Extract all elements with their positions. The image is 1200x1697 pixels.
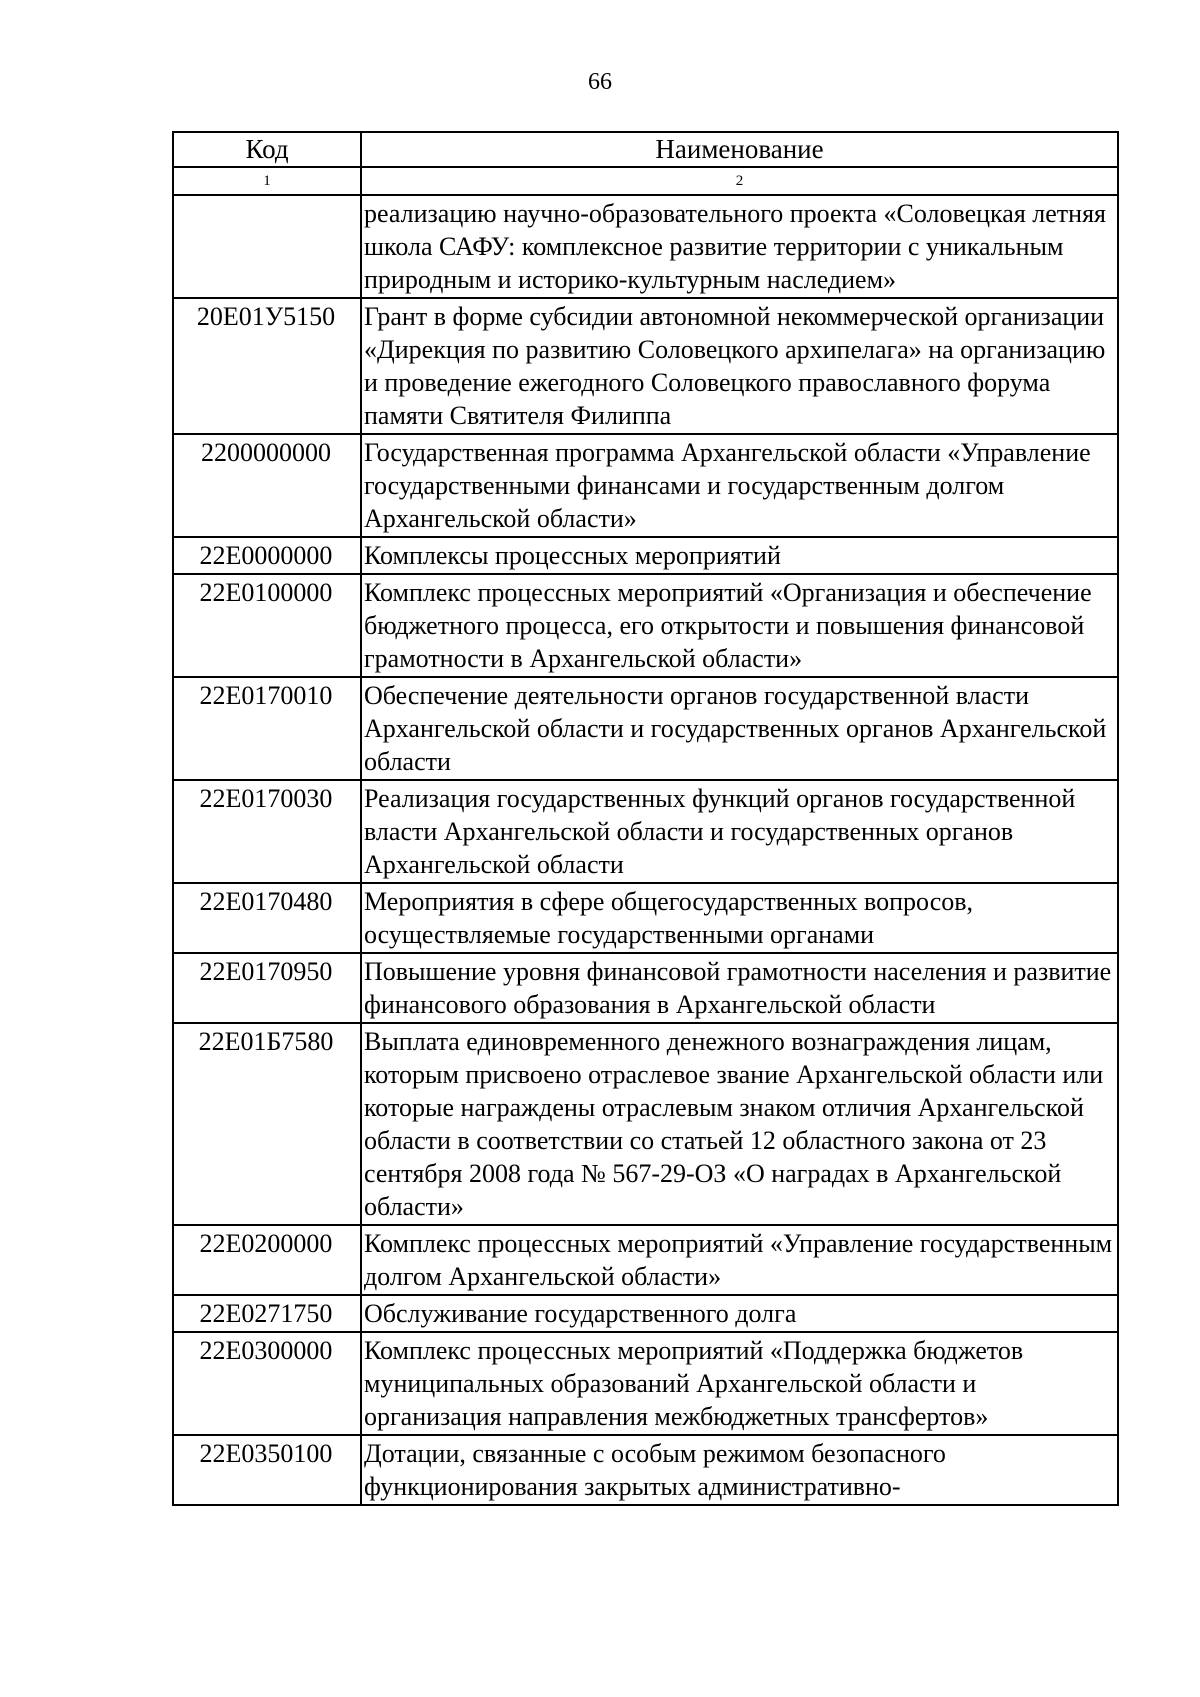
row-code: 22Е01Б7580 [173,1023,361,1225]
row-code: 22Е0100000 [173,574,361,677]
header-name: Наименование [361,132,1118,167]
table-row [173,1225,1118,1295]
row-name: Мероприятия в сфере общегосударственных вопросов, осуществляемые государственными органами [361,883,1118,953]
table-row [173,883,1118,953]
column-number-name: 2 [361,167,1118,195]
row-name: Повышение уровня финансовой грамотности населения и развитие финансового образования в Архангельской области [361,953,1118,1023]
row-code: 22Е0350100 [173,1435,361,1505]
table-row [173,298,1118,434]
row-name: Комплекс процессных мероприятий «Поддержка бюджетов муниципальных образований Архангельской области и организация направления межбюджетных трансфертов» [361,1332,1118,1435]
row-name: Выплата единовременного денежного вознаграждения лицам, которым присвоено отраслевое звание Архангельской области или которые награждены отраслевым знаком отличия Архангельской области в соответствии со статьей 12 областного закона от 23 сентября 2008 года № 567-29-ОЗ «О наградах в Архангельской области» [361,1023,1118,1225]
table-row [173,953,1118,1023]
row-name: Комплекс процессных мероприятий «Организация и обеспечение бюджетного процесса, его открытости и повышения финансовой грамотности в Архангельской области» [361,574,1118,677]
table-row [173,677,1118,780]
table-row [173,574,1118,677]
row-code [173,195,361,298]
row-name: Комплекс процессных мероприятий «Управление государственным долгом Архангельской области» [361,1225,1118,1295]
table-row [173,1435,1118,1505]
row-code: 22Е0271750 [173,1295,361,1332]
column-number-code: 1 [173,167,361,195]
row-name: Обслуживание государственного долга [361,1295,1118,1332]
row-code: 22Е0300000 [173,1332,361,1435]
budget-codes-table [172,131,1119,1506]
header-code: Код [173,132,361,167]
row-name: Реализация государственных функций органов государственной власти Архангельской области и государственных органов Архангельской области [361,780,1118,883]
table-row [173,1332,1118,1435]
row-name: Обеспечение деятельности органов государственной власти Архангельской области и государственных органов Архангельской области [361,677,1118,780]
row-name: Грант в форме субсидии автономной некоммерческой организации «Дирекция по развитию Соловецкого архипелага» на организацию и проведение ежегодного Соловецкого православного форума памяти Святителя Филиппа [361,298,1118,434]
row-code: 22Е0170030 [173,780,361,883]
table-row [173,780,1118,883]
table-row [173,1023,1118,1225]
row-code: 22Е0170950 [173,953,361,1023]
table-header-row [173,132,1118,167]
row-code: 22Е0170480 [173,883,361,953]
row-code: 22Е0000000 [173,537,361,574]
row-name: Дотации, связанные с особым режимом безопасного функционирования закрытых административно- [361,1435,1118,1505]
row-name: реализацию научно-образовательного проекта «Соловецкая летняя школа САФУ: комплексное развитие территории с уникальным природным и историко-культурным наследием» [361,195,1118,298]
table-row [173,537,1118,574]
row-code: 22Е0200000 [173,1225,361,1295]
table-row [173,1295,1118,1332]
table-row [173,434,1118,537]
row-name: Комплексы процессных мероприятий [361,537,1118,574]
row-name: Государственная программа Архангельской области «Управление государственными финансами и государственным долгом Архангельской области» [361,434,1118,537]
row-code: 2200000000 [173,434,361,537]
page-number: 66 [588,69,612,95]
row-code: 20Е01У5150 [173,298,361,434]
row-code: 22Е0170010 [173,677,361,780]
column-number-row [173,167,1118,195]
table-row [173,195,1118,298]
